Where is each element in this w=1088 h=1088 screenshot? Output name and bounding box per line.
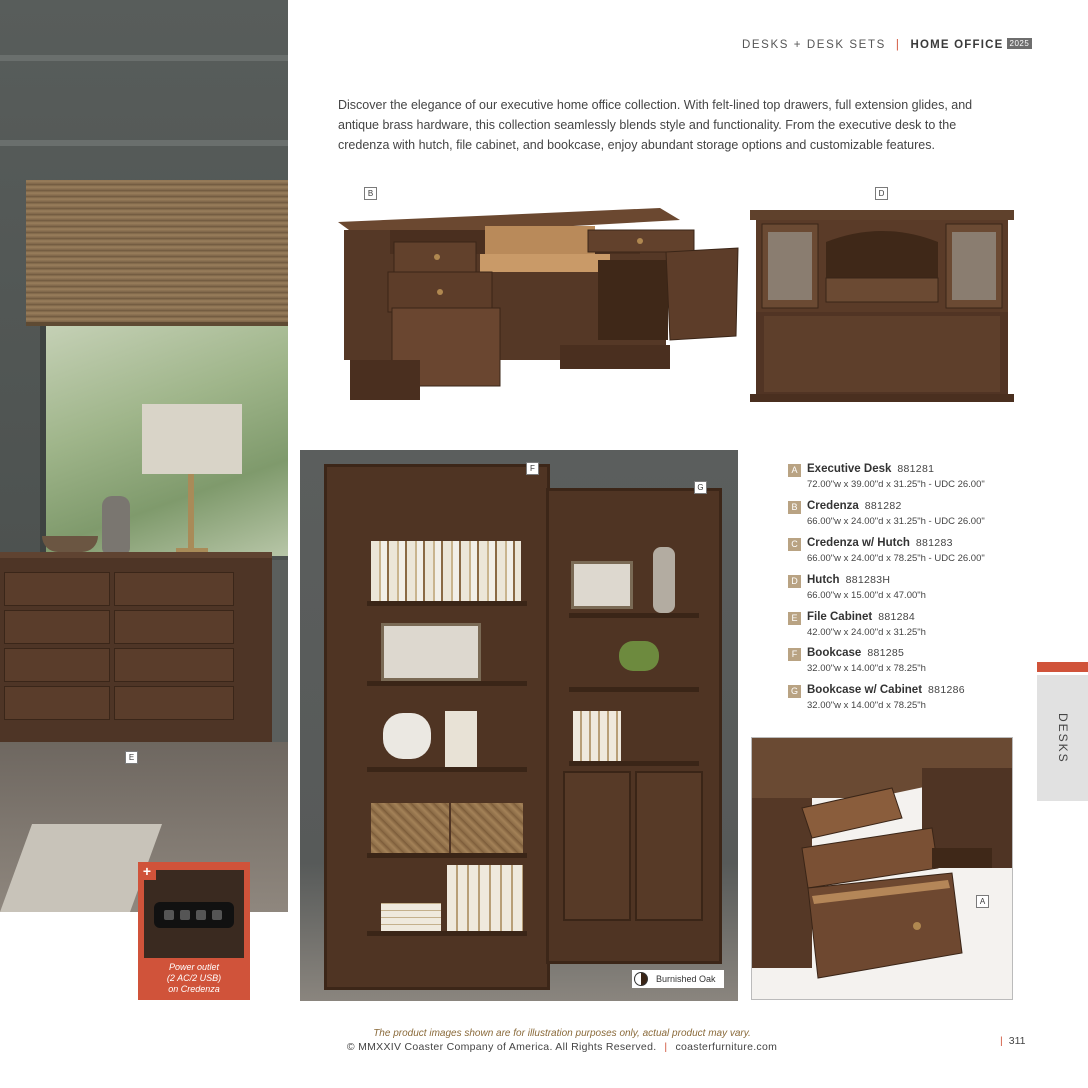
product-sku: 881286 (928, 684, 965, 696)
outlet-photo (144, 870, 244, 958)
cabinet-door (563, 771, 631, 921)
callout-b: B (364, 187, 377, 200)
product-name: File Cabinet (807, 611, 873, 623)
finish-swatch-label (632, 970, 724, 988)
ac-socket-icon (164, 910, 174, 920)
outlet-caption-line3: on Credenza (168, 984, 220, 994)
product-letter-badge: B (788, 501, 801, 514)
framed-art (571, 561, 633, 609)
footer-copyright: © MMXXIV Coaster Company of America. All Rights Reserved. (346, 1041, 657, 1053)
bookcase (324, 464, 550, 990)
outlet-caption-line1: Power outlet (168, 962, 220, 972)
header-title: HOME OFFICE (910, 39, 1004, 51)
callout-e: E (125, 751, 138, 764)
books (371, 541, 521, 601)
page-number-value: 311 (1008, 1035, 1026, 1047)
page-number (1000, 1035, 1025, 1047)
header-category: DESKS + DESK SETS (742, 39, 886, 51)
finish-swatch-icon (634, 972, 648, 986)
product-letter-badge: G (788, 685, 801, 698)
file-cabinet-in-room (0, 552, 272, 748)
framed-art (381, 623, 481, 681)
callout-g: G (694, 481, 707, 494)
books (447, 865, 523, 931)
product-dimensions: 42.00"w x 24.00"d x 31.25"h (807, 627, 926, 638)
shelf (569, 613, 699, 618)
footer-website-link[interactable]: coasterfurniture.com (675, 1041, 778, 1053)
plus-icon: + (138, 862, 156, 880)
desk-detail-photo (751, 737, 1013, 1000)
product-name: Bookcase w/ Cabinet (807, 684, 923, 696)
product-sku: 881284 (878, 611, 916, 623)
product-dimensions: 66.00"w x 24.00"d x 31.25"h - UDC 26.00" (807, 516, 985, 527)
callout-a: A (976, 895, 989, 908)
header-year-badge: 2025 (1007, 38, 1033, 49)
product-name: Credenza w/ Hutch (807, 537, 910, 549)
ac-socket-icon (212, 910, 222, 920)
outlet-plate (154, 902, 234, 928)
shelf (367, 601, 527, 606)
product-dimensions: 66.00"w x 24.00"d x 78.25"h - UDC 26.00" (807, 553, 985, 564)
shelf (367, 681, 527, 686)
drawer (114, 686, 234, 720)
power-outlet-inset (138, 862, 250, 1000)
product-sku: 881283H (845, 574, 891, 586)
lamp-stem (188, 474, 194, 552)
credenza-image (330, 200, 742, 410)
product-sku: 881283 (915, 537, 953, 549)
bookcase-scene-photo (300, 450, 738, 1001)
drawer (114, 610, 234, 644)
shelf (367, 853, 527, 858)
product-name: Hutch (807, 574, 840, 586)
shelf (569, 761, 699, 766)
hutch-image (750, 208, 1014, 406)
page-header (742, 38, 1032, 54)
stacked-books (381, 903, 441, 931)
product-letter-badge: E (788, 612, 801, 625)
lamp-shade (142, 404, 242, 474)
wall-molding (0, 55, 288, 61)
bamboo-shade (26, 180, 288, 326)
basket (451, 803, 523, 853)
ceramic-vase (445, 711, 477, 767)
usb-socket-icon (180, 910, 190, 920)
product-dimensions: 72.00"w x 39.00"d x 31.25"h - UDC 26.00" (807, 479, 985, 490)
drawer (4, 610, 110, 644)
header-separator: | (895, 39, 901, 51)
desk-drawers-illustration (752, 738, 1013, 1000)
outlet-caption (138, 962, 250, 995)
product-name: Bookcase (807, 647, 862, 659)
product-letter-badge: F (788, 648, 801, 661)
page-number-separator: | (1000, 1035, 1003, 1047)
side-tab-label: DESKS (1056, 712, 1070, 764)
product-letter-badge: C (788, 538, 801, 551)
finish-name: Burnished Oak (656, 974, 716, 984)
drawer (114, 648, 234, 682)
footer-separator: | (664, 1041, 668, 1053)
drawer (4, 572, 110, 606)
cabinet-door (635, 771, 703, 921)
room-scene-photo (0, 0, 288, 912)
product-letter-badge: A (788, 464, 801, 477)
product-sku: 881282 (864, 500, 902, 512)
callout-f: F (526, 462, 539, 475)
plant (619, 641, 659, 671)
product-dimensions: 32.00"w x 14.00"d x 78.25"h (807, 663, 926, 674)
product-sku: 881285 (867, 647, 905, 659)
vase (653, 547, 675, 613)
white-vase (383, 713, 431, 759)
product-dimensions: 32.00"w x 14.00"d x 78.25"h (807, 700, 926, 711)
books (573, 711, 621, 761)
outlet-caption-line2: (2 AC/2 USB) (166, 973, 222, 983)
basket (371, 803, 449, 853)
drawer (4, 648, 110, 682)
shelf (367, 931, 527, 936)
decor-vase (102, 496, 130, 554)
usb-socket-icon (196, 910, 206, 920)
callout-d: D (875, 187, 888, 200)
drawer (114, 572, 234, 606)
product-dimensions: 66.00"w x 15.00"d x 47.00"h (807, 590, 926, 601)
product-name: Executive Desk (807, 463, 892, 475)
product-name: Credenza (807, 500, 859, 512)
side-tab-accent (1037, 662, 1088, 672)
footer-copyright-line (300, 1041, 824, 1053)
drawer (4, 686, 110, 720)
product-letter-badge: D (788, 575, 801, 588)
intro-paragraph: Discover the elegance of our executive home office collection. With felt-lined top drawers, full extension glides, and antique brass hardware, this collection seamlessly blends style and functionality. From the executive desk to the credenza with hutch, file cabinet, and bookcase, enjoy abundant storage options and customizable features. (338, 98, 973, 152)
side-section-tab[interactable] (1037, 675, 1088, 801)
footer-disclaimer: The product images shown are for illustration purposes only, actual product may vary. (373, 1028, 751, 1039)
wall-molding-lower (0, 140, 288, 146)
decor-bowl (42, 536, 98, 552)
product-sku: 881281 (897, 463, 935, 475)
shelf (569, 687, 699, 692)
shelf (367, 767, 527, 772)
bookcase-with-cabinet (546, 488, 722, 964)
